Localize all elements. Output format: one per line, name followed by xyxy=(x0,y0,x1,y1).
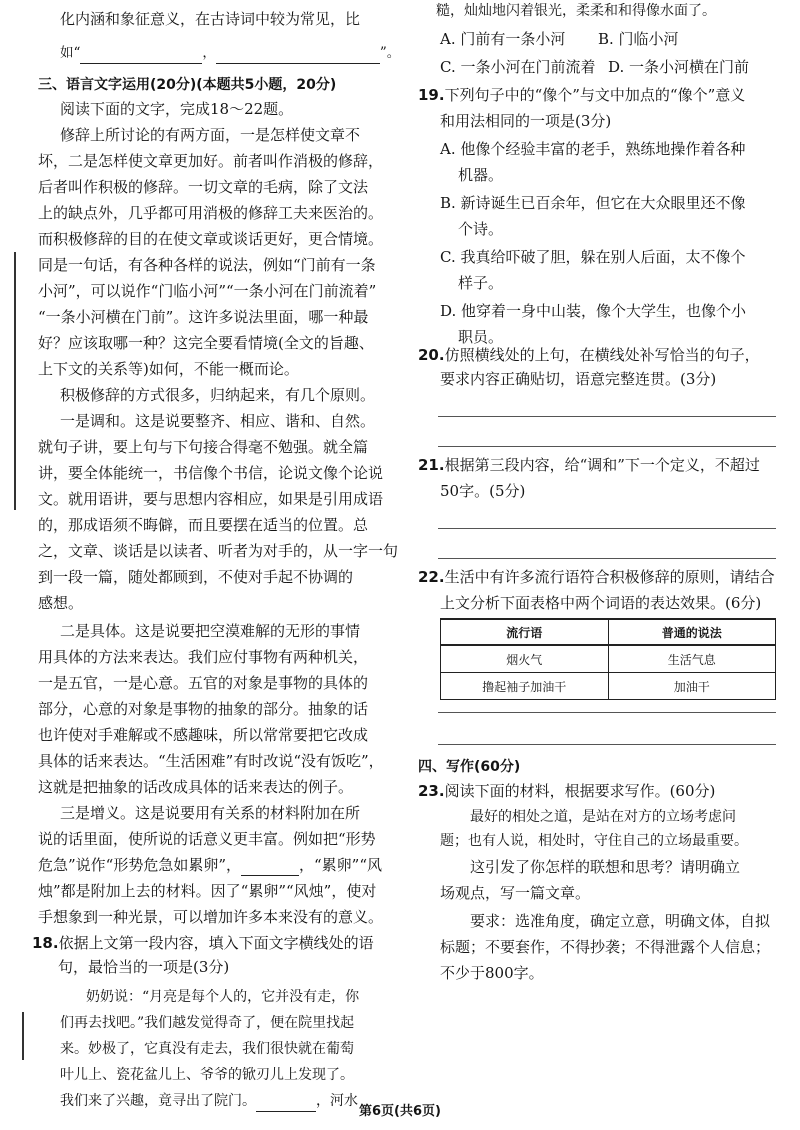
question-number: 20. xyxy=(418,346,445,364)
carryover-suffix: ”。 xyxy=(379,45,401,61)
requirement-line: 标题；不要套作，不得抄袭；不得泄露个人信息； xyxy=(440,938,771,956)
passage-line: 说的话里面，使所说的话意义更丰富。例如把“形势 xyxy=(38,830,376,848)
answer-line[interactable] xyxy=(438,446,776,447)
carryover-line-2: 如“ ， ”。 xyxy=(60,42,400,64)
option-b[interactable]: B. 新诗诞生已百余年，但它在大众眼里还不像 xyxy=(440,194,746,212)
answer-line[interactable] xyxy=(438,744,776,745)
answer-line[interactable] xyxy=(438,416,776,417)
question-18 xyxy=(32,932,374,954)
passage-line: 同是一句话，有各种各样的说法，例如“门前有一条 xyxy=(38,256,376,274)
passage-line: 文。就用语讲，要与思想内容相应，如果是引用成语 xyxy=(38,490,384,508)
passage-line: 烛”都是附加上去的材料。因了“累卵”“风烛”，使对 xyxy=(38,882,377,900)
question-19 xyxy=(418,84,745,106)
question-number: 21. xyxy=(418,456,445,474)
passage-text: ，“累卵”“风 xyxy=(299,856,383,874)
material-line: 题；也有人说，相处时，守住自己的立场最重要。 xyxy=(440,833,748,849)
passage-line: 三是增义。这是说要用有关系的材料附加在所 xyxy=(60,804,361,822)
question-text: 根据第三段内容，给“调和”下一个定义，不超过 xyxy=(444,456,760,474)
question-text: 下列句子中的“像个”与文中加点的“像个”意义 xyxy=(444,86,746,104)
story-line: 来。妙极了，它真没有走去，我们很快就在葡萄 xyxy=(60,1041,354,1057)
passage-line: 上下文的关系等)如何，不能一概而论。 xyxy=(38,360,299,378)
page-footer: 第6页(共6页) xyxy=(359,1104,441,1119)
margin-marker xyxy=(22,1012,24,1060)
passage-line xyxy=(38,854,382,876)
passage-line: 一是调和。这是说要整齐、相应、谐和、自然。 xyxy=(60,412,376,430)
question-number: 23. xyxy=(418,782,445,800)
option-d[interactable]: D. 一条小河横在门前 xyxy=(608,58,750,76)
question-text: 50字。(5分) xyxy=(440,482,526,500)
option-a-cont: 机器。 xyxy=(458,166,504,184)
question-text: 阅读下面的材料，根据要求写作。(60分) xyxy=(444,782,716,800)
story-text: ，河水 xyxy=(316,1093,358,1109)
answer-blank[interactable] xyxy=(216,47,380,64)
question-21 xyxy=(418,454,760,476)
passage-line: 手想象到一种光景，可以增加许多本来没有的意义。 xyxy=(38,908,384,926)
passage-line: 坏，二是怎样使文章更加好。前者叫作消极的修辞， xyxy=(38,152,384,170)
answer-line[interactable] xyxy=(438,558,776,559)
requirement-line: 不少于800字。 xyxy=(440,964,544,982)
question-text: 要求内容正确贴切，语意完整连贯。(3分) xyxy=(440,370,717,388)
passage-line: 后者叫作积极的修辞。一切文章的毛病，除了文法 xyxy=(38,178,369,196)
passage-line: 用具体的方法来表达。我们应付事物有两种机关， xyxy=(38,648,369,666)
table-header: 流行语 xyxy=(441,619,609,645)
carryover-line-1: 化内涵和象征意义，在古诗词中较为常见，比 xyxy=(60,10,361,28)
table-header: 普通的说法 xyxy=(608,619,776,645)
option-c-cont: 样子。 xyxy=(458,274,504,292)
question-text: 依据上文第一段内容，填入下面文字横线处的语 xyxy=(58,934,374,952)
section-3-title: 三、语言文字运用(20分)(本题共5小题，20分) xyxy=(38,77,337,93)
answer-blank[interactable] xyxy=(241,859,299,876)
passage-line: 上的缺点外，几乎都可用消极的修辞工夫来医治的。 xyxy=(38,204,384,222)
question-22 xyxy=(418,566,775,588)
option-row xyxy=(440,28,679,50)
question-number: 22. xyxy=(418,568,445,586)
story-line: 叶儿上、瓷花盆儿上、爷爷的锨刃儿上发现了。 xyxy=(60,1067,354,1083)
passage-line: 好？应该取哪一种？这完全要看情境(全文的旨趣、 xyxy=(38,334,374,352)
margin-marker xyxy=(14,252,16,510)
passage-line: 而积极修辞的目的在使文章或谈话更好，更合情境。 xyxy=(38,230,384,248)
section-4-title: 四、写作(60分) xyxy=(418,759,521,775)
story-line: 糙，灿灿地闪着银光，柔柔和和得像水面了。 xyxy=(436,3,716,19)
table-row xyxy=(441,645,776,673)
table-row xyxy=(441,673,776,700)
passage-text: 危急”说作“形势危急如累卵”， xyxy=(38,856,242,874)
passage-line: 也许使对手难解或不感趣味，所以常常要把它改成 xyxy=(38,726,369,744)
question-20 xyxy=(418,344,760,366)
passage-line: 到一段一篇，随处都顾到，不使对手起不协调的 xyxy=(38,568,354,586)
option-d-cont: 职员。 xyxy=(458,328,504,346)
table-header-row xyxy=(441,619,776,645)
question-text: 上文分析下面表格中两个词语的表达效果。(6分) xyxy=(440,594,762,612)
option-c[interactable]: C. 我真给吓破了胆，躲在别人后面，太不像个 xyxy=(440,248,746,266)
passage-line: 一是五官，一是心意。五官的对象是事物的具体的 xyxy=(38,674,369,692)
option-c[interactable]: C. 一条小河在门前流着 xyxy=(440,58,596,76)
passage-line: 就句子讲，要上句与下句接合得毫不勉强。就全篇 xyxy=(38,438,369,456)
table-cell: 生活气息 xyxy=(608,645,776,673)
story-line: 们再去找吧。”我们越发觉得奇了，便在院里找起 xyxy=(60,1015,355,1031)
passage-line: 修辞上所讨论的有两方面，一是怎样使文章不 xyxy=(60,126,361,144)
question-text: 句，最恰当的一项是(3分) xyxy=(58,958,230,976)
table-cell: 烟火气 xyxy=(441,645,609,673)
question-23 xyxy=(418,780,715,802)
table-cell: 撸起袖子加油干 xyxy=(441,673,609,700)
prompt-line: 场观点，写一篇文章。 xyxy=(440,884,591,902)
option-d[interactable]: D. 他穿着一身中山装，像个大学生，也像个小 xyxy=(440,302,747,320)
reading-instruction: 阅读下面的文字，完成18～22题。 xyxy=(60,100,294,118)
passage-line: 的，那成语须不晦僻，而且要摆在适当的位置。总 xyxy=(38,516,369,534)
passage-line: 小河”，可以说作“门临小河”“一条小河在门前流着” xyxy=(38,282,377,300)
passage-line: 之，文章、谈话是以读者、听者为对手的，从一字一句 xyxy=(38,542,399,560)
passage-line: 部分，心意的对象是事物的抽象的部分。抽象的话 xyxy=(38,700,369,718)
option-a[interactable]: A. 门前有一条小河 xyxy=(440,30,566,48)
option-a[interactable]: A. 他像个经验丰富的老手，熟练地操作着各种 xyxy=(440,140,746,158)
passage-line: 积极修辞的方式很多，归纳起来，有几个原则。 xyxy=(60,386,376,404)
option-b-cont: 个诗。 xyxy=(458,220,504,238)
question-text: 和用法相同的一项是(3分) xyxy=(440,112,612,130)
story-text: 我们来了兴趣，竟寻出了院门。 xyxy=(60,1093,256,1109)
passage-line: “一条小河横在门前”。这许多说法里面，哪一种最 xyxy=(38,308,369,326)
answer-blank[interactable] xyxy=(80,47,202,64)
material-line: 最好的相处之道，是站在对方的立场考虑问 xyxy=(470,809,736,825)
option-b[interactable]: B. 门临小河 xyxy=(598,30,679,48)
passage-line: 讲，要全体能统一，书信像个书信，论说文像个论说 xyxy=(38,464,384,482)
passage-line: 二是具体。这是说要把空漠难解的无形的事情 xyxy=(60,622,361,640)
answer-line[interactable] xyxy=(438,712,776,713)
table-cell: 加油干 xyxy=(608,673,776,700)
passage-line: 这就是把抽象的话改成具体的话来表达的例子。 xyxy=(38,778,354,796)
passage-line: 感想。 xyxy=(38,594,84,612)
question-number: 18. xyxy=(32,934,59,952)
story-line: 奶奶说：“月亮是每个人的，它并没有走，你 xyxy=(86,989,360,1005)
question-number: 19. xyxy=(418,86,445,104)
question-text: 仿照横线处的上句，在横线处补写恰当的句子， xyxy=(444,346,760,364)
answer-line[interactable] xyxy=(438,528,776,529)
expression-table xyxy=(440,618,776,700)
passage-line: 具体的话来表达。“生活困难”有时改说“没有饭吃”， xyxy=(38,752,384,770)
question-text: 生活中有许多流行语符合积极修辞的原则，请结合 xyxy=(444,568,775,586)
option-row xyxy=(440,56,749,78)
prompt-line: 这引发了你怎样的联想和思考？请明确立 xyxy=(470,858,741,876)
carryover-prefix: 如“ xyxy=(60,45,81,61)
requirement-line: 要求：选准角度，确定立意，明确文体，自拟 xyxy=(470,912,771,930)
